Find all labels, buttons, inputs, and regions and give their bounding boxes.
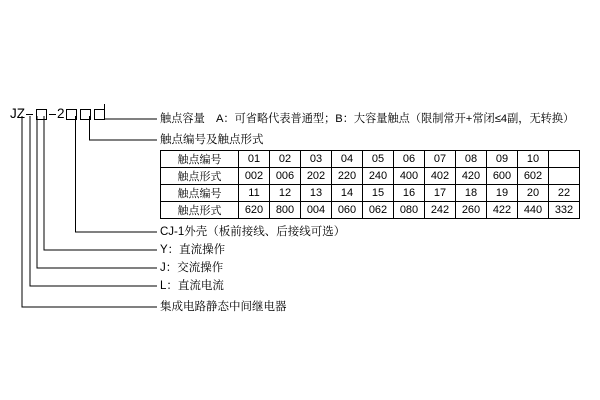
- model-dash-1: [26, 114, 33, 115]
- table-cell: 402: [425, 168, 456, 185]
- model-box-1: [36, 109, 47, 120]
- table-cell: 01: [239, 151, 270, 168]
- table-cell-empty: [549, 151, 580, 168]
- label-dc-current: L：直流电流: [160, 280, 224, 292]
- label-main-device: 集成电路静态中间继电器: [160, 301, 287, 313]
- table-cell: 22: [549, 185, 580, 202]
- model-dash-2: [49, 114, 56, 115]
- row-header: 触点编号: [161, 185, 239, 202]
- table-cell: 14: [332, 185, 363, 202]
- table-cell: 332: [549, 202, 580, 219]
- row-header: 触点形式: [161, 202, 239, 219]
- contact-table: [160, 150, 580, 219]
- contact-table-body: [161, 151, 580, 219]
- table-cell: 17: [425, 185, 456, 202]
- label-contact-number-form: 触点编号及触点形式: [160, 134, 264, 146]
- table-cell: 18: [456, 185, 487, 202]
- model-box-2: [66, 109, 77, 120]
- table-row: [161, 185, 580, 202]
- table-cell: 11: [239, 185, 270, 202]
- table-cell: 620: [239, 202, 270, 219]
- label-contact-capacity: 触点容量 A：可省略代表普通型；B：大容量触点（限制常开+常闭≤4副，无转换）: [160, 113, 575, 125]
- table-cell: 060: [332, 202, 363, 219]
- table-cell: 08: [456, 151, 487, 168]
- table-cell: 242: [425, 202, 456, 219]
- table-cell: 03: [301, 151, 332, 168]
- table-cell: 420: [456, 168, 487, 185]
- table-cell: 16: [394, 185, 425, 202]
- table-cell: 600: [487, 168, 518, 185]
- table-cell: 20: [518, 185, 549, 202]
- table-cell: 002: [239, 168, 270, 185]
- table-cell: 02: [270, 151, 301, 168]
- table-cell: 800: [270, 202, 301, 219]
- label-dc-operation: Y：直流操作: [160, 244, 226, 256]
- table-cell: 240: [363, 168, 394, 185]
- table-cell: 10: [518, 151, 549, 168]
- table-cell: 260: [456, 202, 487, 219]
- label-shell: CJ-1外壳（板前接线、后接线可选）: [160, 226, 346, 238]
- table-row: [161, 202, 580, 219]
- table-cell: 062: [363, 202, 394, 219]
- row-header: 触点编号: [161, 151, 239, 168]
- table-cell: 19: [487, 185, 518, 202]
- model-box-4: [94, 109, 105, 120]
- row-header: 触点形式: [161, 168, 239, 185]
- contact-table-wrapper: [160, 150, 580, 219]
- table-cell: 05: [363, 151, 394, 168]
- table-cell: 04: [332, 151, 363, 168]
- table-cell: 09: [487, 151, 518, 168]
- table-cell: 12: [270, 185, 301, 202]
- label-ac-operation: J：交流操作: [160, 262, 224, 274]
- table-cell: 602: [518, 168, 549, 185]
- model-code-row: [10, 105, 107, 123]
- table-row: [161, 168, 580, 185]
- table-cell-empty: [549, 168, 580, 185]
- model-box-3: [80, 109, 91, 120]
- table-cell: 004: [301, 202, 332, 219]
- table-cell: 06: [394, 151, 425, 168]
- model-digit: 2: [57, 106, 65, 121]
- table-cell: 422: [487, 202, 518, 219]
- table-cell: 220: [332, 168, 363, 185]
- model-prefix: JZ: [10, 106, 25, 121]
- table-cell: 15: [363, 185, 394, 202]
- table-cell: 202: [301, 168, 332, 185]
- table-cell: 400: [394, 168, 425, 185]
- table-cell: 006: [270, 168, 301, 185]
- table-cell: 080: [394, 202, 425, 219]
- table-row: [161, 151, 580, 168]
- table-cell: 13: [301, 185, 332, 202]
- table-cell: 07: [425, 151, 456, 168]
- table-cell: 440: [518, 202, 549, 219]
